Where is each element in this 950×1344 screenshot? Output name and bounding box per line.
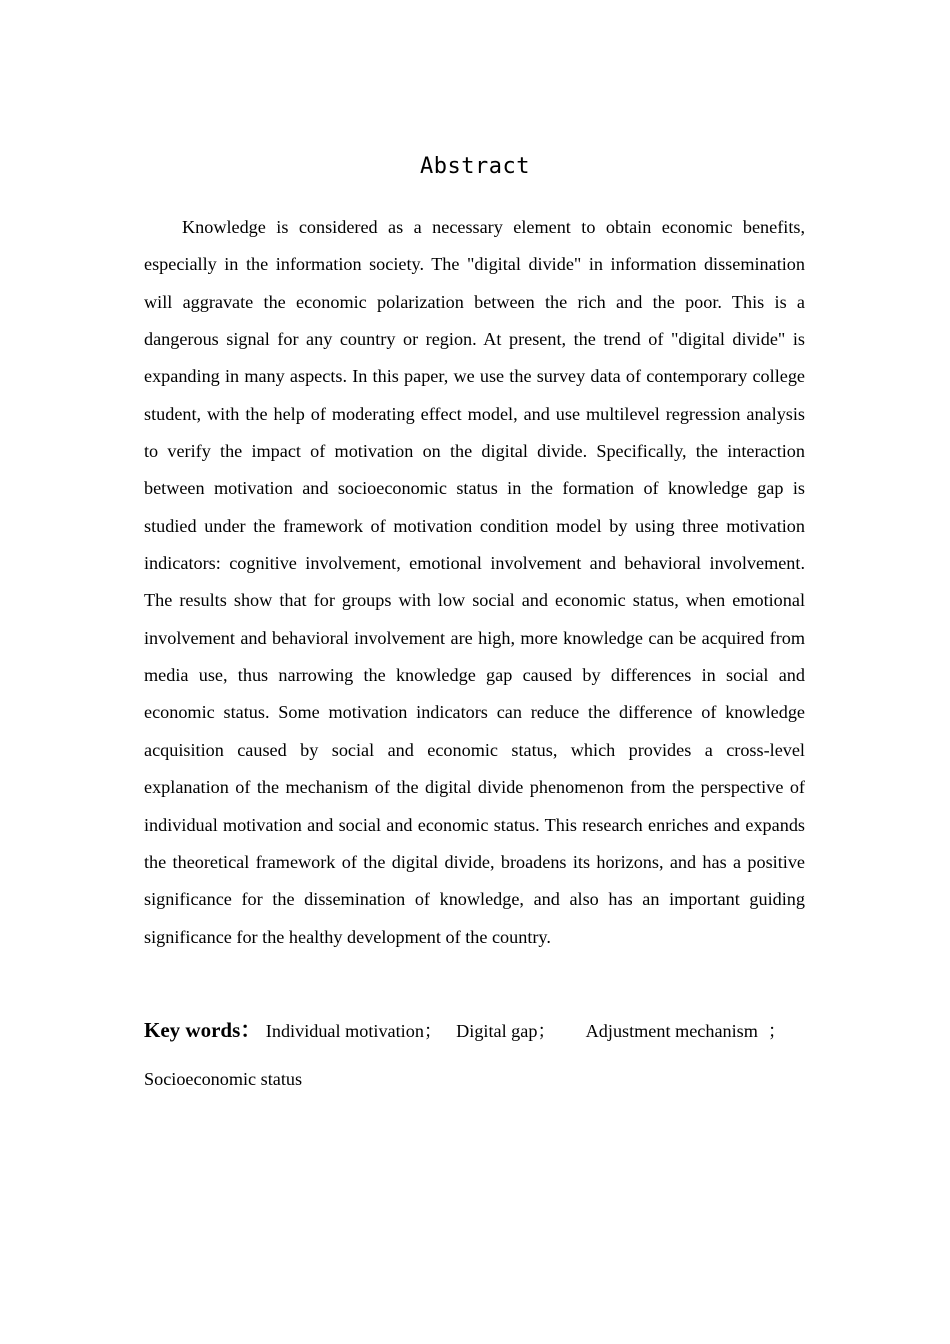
keyword-item: Digital gap (456, 1021, 538, 1041)
keyword-item: Socioeconomic status (144, 1069, 303, 1089)
keywords-line (144, 1006, 805, 1103)
keyword-item: Individual motivation (265, 1021, 424, 1041)
abstract-body: Knowledge is considered as a necessary element to obtain economic benefits, especially in the information society. The "digital divide" in information dissemination will aggravate the economic polarization between the rich and the poor. This is a dangerous signal for any country or region. At present, the trend of "digital divide" is expanding in many aspects. In this paper, we use the survey data of contemporary college student, with the help of moderating effect model, and use multilevel regression analysis to verify the impact of motivation on the digital divide. Specifically, the interaction between motivation and socioeconomic status in the formation of knowledge gap is studied under the framework of motivation condition model by using three motivation indicators: cognitive involvement, emotional involvement and behavioral involvement. The results show that for groups with low social and economic status, when emotional involvement and behavioral involvement are high, more knowledge can be acquired from media use, thus narrowing the knowledge gap caused by differences in social and economic status. Some motivation indicators can reduce the difference of knowledge acquisition caused by social and economic status, which provides a cross-level explanation of the mechanism of the digital divide phenomenon from the perspective of individual motivation and social and economic status. This research enriches and expands the theoretical framework of the digital divide, broadens its horizons, and has a positive significance for the dissemination of knowledge, and also has an important guiding significance for the healthy development of the country. (144, 217, 805, 947)
abstract-title: Abstract (420, 154, 530, 179)
keyword-separator: ； (423, 1021, 443, 1041)
keyword-item: Adjustment mechanism (585, 1021, 758, 1041)
keyword-separator: ； (767, 1021, 787, 1041)
keywords-label: Key words： (144, 1018, 262, 1042)
keyword-separator: ； (537, 1021, 556, 1041)
